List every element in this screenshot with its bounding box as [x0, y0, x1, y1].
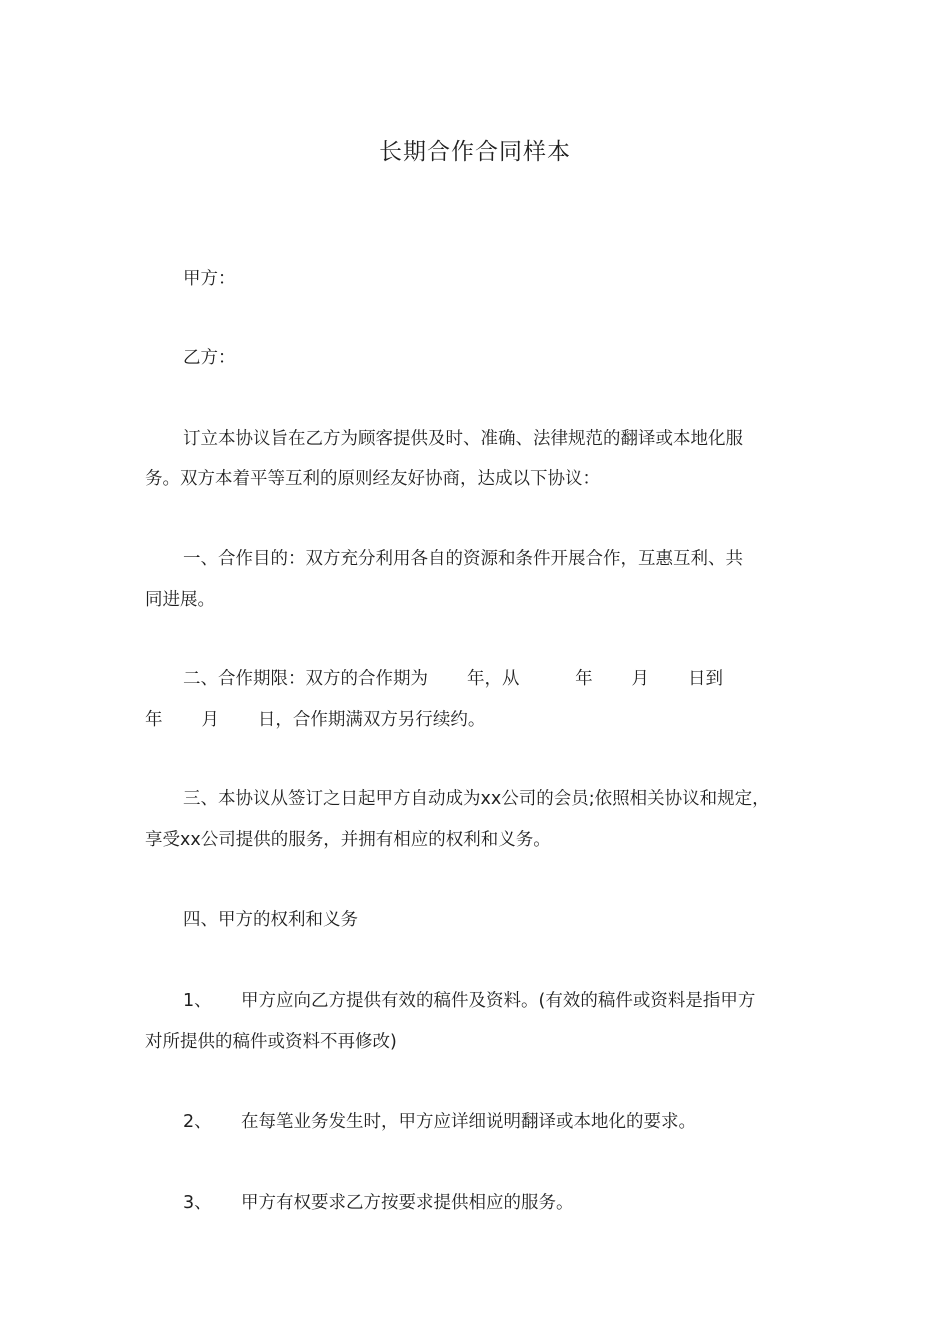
- intro-line-2: 务。双方本着平等互利的原则经友好协商，达成以下协议：: [145, 469, 600, 489]
- clause-4-item-2-line-1: 在每笔业务发生时，甲方应详细说明翻译或本地化的要求。: [241, 1112, 696, 1132]
- clause-4-item-2-number: 2、: [183, 1112, 212, 1132]
- clause-4-heading: 四、甲方的权利和义务: [183, 910, 358, 930]
- party-b-label: 乙方：: [183, 348, 236, 368]
- document-title: 长期合作合同样本: [379, 139, 571, 165]
- intro-line-1: 订立本协议旨在乙方为顾客提供及时、准确、法律规范的翻译或本地化服: [183, 429, 743, 449]
- clause-3-line-1: 三、本协议从签订之日起甲方自动成为xx公司的会员;依照相关协议和规定，: [183, 789, 770, 809]
- clause-4-item-3-number: 3、: [183, 1193, 212, 1213]
- clause-1-line-2: 同进展。: [145, 590, 215, 610]
- clause-4-item-3-line-1: 甲方有权要求乙方按要求提供相应的服务。: [241, 1193, 574, 1213]
- clause-1-line-1: 一、合作目的：双方充分利用各自的资源和条件开展合作，互惠互利、共: [183, 549, 743, 569]
- clause-4-item-1-line-2: 对所提供的稿件或资料不再修改): [145, 1032, 397, 1052]
- clause-4-item-1-number: 1、: [183, 991, 212, 1011]
- clause-3-line-2: 享受xx公司提供的服务，并拥有相应的权利和义务。: [145, 830, 551, 850]
- clause-2-line-2: 年 月 日，合作期满双方另行续约。: [145, 710, 486, 730]
- party-a-label: 甲方：: [183, 269, 236, 289]
- clause-4-item-1-line-1: 甲方应向乙方提供有效的稿件及资料。(有效的稿件或资料是指甲方: [241, 991, 756, 1011]
- clause-2-line-1: 二、合作期限：双方的合作期为 年，从 年 月 日到: [183, 669, 723, 689]
